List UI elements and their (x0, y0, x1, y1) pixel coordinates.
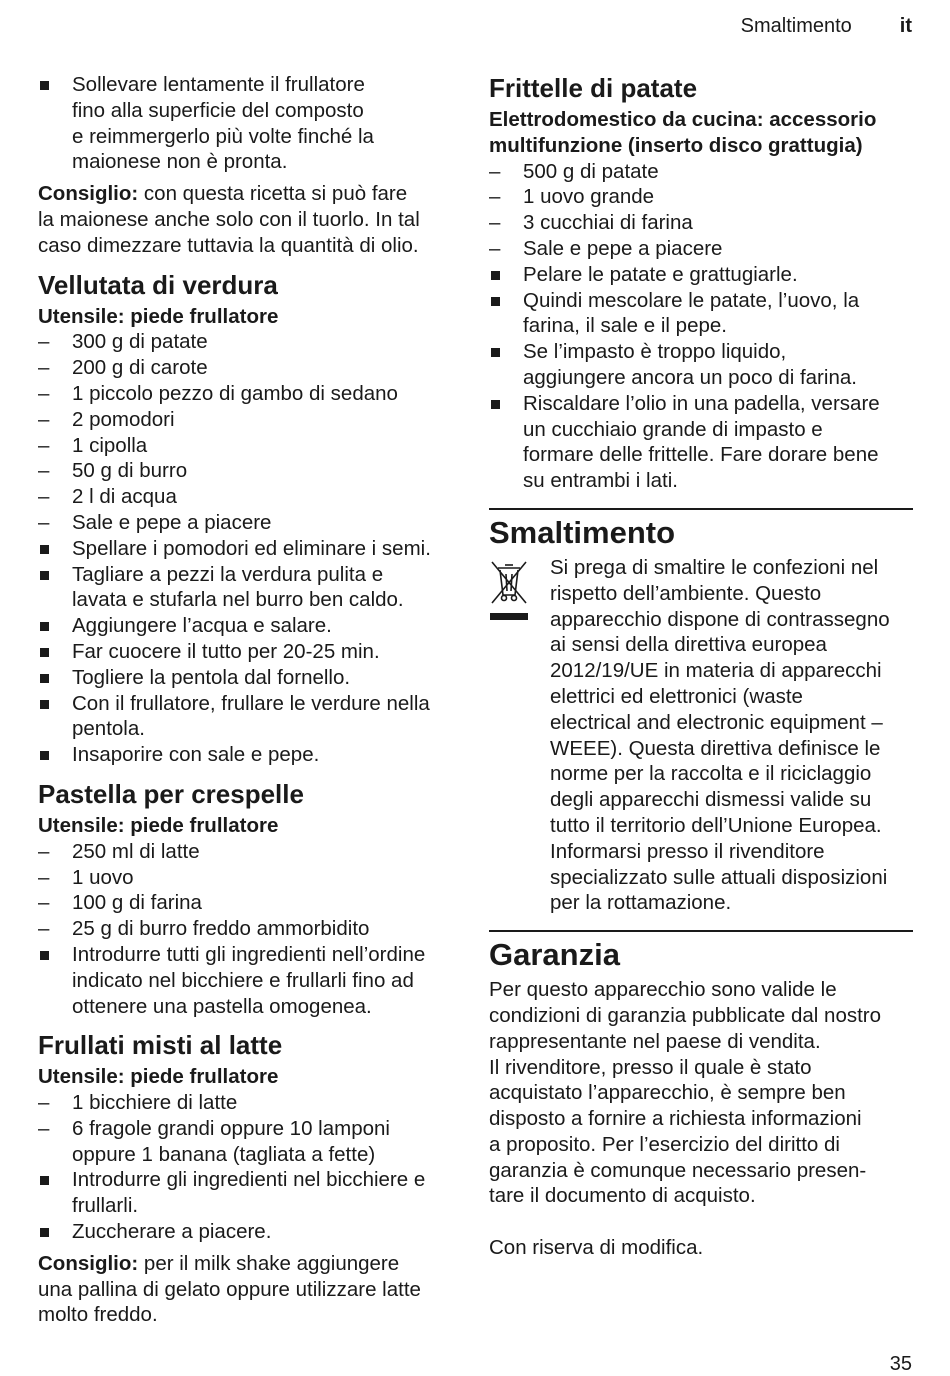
mayonnaise-step: Sollevare lentamente il frullatore fino alla superficie del composto e reimmergerlo più volte finché la maionese non è pronta. (38, 72, 456, 175)
ingredient-item: – 1 bicchiere di latte (38, 1090, 456, 1116)
recipe-tool: Elettrodomestico da cucina: accessorio multifunzione (inserto disco grattugia) (489, 108, 877, 157)
ingredient-item: – Sale e pepe a piacere (38, 510, 456, 536)
step-item: Tagliare a pezzi la verdura pulita e lavata e stufarla nel burro ben caldo. (38, 562, 456, 614)
header-section-title: Smaltimento (740, 15, 852, 37)
ingredient-item: – 2 l di acqua (38, 484, 456, 510)
page-number: 35 (889, 1353, 912, 1375)
revision-note: Con riserva di modifica. (489, 1236, 704, 1260)
ingredient-item: – 50 g di burro (38, 458, 456, 484)
ingredient-item: – 2 pomodori (38, 407, 456, 433)
step-item: Introdurre tutti gli ingredienti nell’ordine indicato nel bicchiere e frullarli fino ad ottenere una pastella omogenea. (38, 942, 456, 1019)
step-item: Riscaldare l’olio in una padella, versare un cucchiaio grande di impasto e formare delle frittelle. Fare dorare bene su entrambi i lati. (489, 391, 913, 494)
step-item: Introdurre gli ingredienti nel bicchiere e frullarli. (38, 1167, 456, 1219)
tip-label: Consiglio: (38, 182, 139, 206)
header-language-code: it (899, 15, 912, 37)
step-item: Togliere la pentola dal fornello. (38, 665, 456, 691)
tip-milkshake: Consiglio: per il milk shake aggiungere una pallina di gelato oppure utilizzare latte molto freddo. (38, 1251, 421, 1327)
ingredient-list (38, 1090, 456, 1167)
warranty-text: Per questo apparecchio sono valide le condizioni di garanzia pubblicate dal nostro rappresentante nel paese di vendita. Il rivenditore, presso il quale è stato acquistato l’apparecchio, è sempre ben disposto a fornire a richiesta informazioni a proposito. Per l’esercizio del diritto di garanzia è comunque necessario presen- tare il documento di acquisto. (489, 978, 882, 1208)
recipe-title-frullati: Frullati misti al latte (38, 1030, 283, 1061)
recipe-tool: Utensile: piede frullatore (38, 1065, 279, 1089)
step-item: Insaporire con sale e pepe. (38, 742, 456, 768)
left-column (38, 72, 456, 1328)
ingredient-item: – 3 cucchiai di farina (489, 210, 913, 236)
tip-label: Consiglio: (38, 1251, 139, 1275)
step-list (489, 262, 913, 494)
right-column (489, 72, 913, 1261)
step-item: Pelare le patate e grattugiarle. (489, 262, 913, 288)
ingredient-list (38, 839, 456, 942)
recipe-tool: Utensile: piede frullatore (38, 304, 279, 328)
recipe-title-vellutata: Vellutata di verdura (38, 269, 278, 300)
recipe-title-frittelle: Frittelle di patate (489, 73, 698, 103)
ingredient-item: – 200 g di carote (38, 355, 456, 381)
recipe-title-pastella: Pastella per crespelle (38, 778, 304, 809)
step-list (38, 536, 456, 768)
step-item: Far cuocere il tutto per 20-25 min. (38, 639, 456, 665)
disposal-text: Si prega di smaltire le confezioni nel rispetto dell’ambiente. Questo apparecchio dispone di contrassegno ai sensi della direttiva europea 2012/19/UE in materia di apparecchi elettrici ed elettronici (waste electrical and electronic equipment – WEEE). Questa direttiva definisce le norme per la raccolta e il riciclaggio degli apparecchi dismessi valide su tutto il territorio dell’Unione Europea. Informarsi presso il rivenditore specializzato sulle attuali disposizioni per la rottamazione. (550, 555, 890, 915)
step-item: Aggiungere l’acqua e salare. (38, 613, 456, 639)
ingredient-list (489, 159, 913, 262)
ingredient-item: – 25 g di burro freddo ammorbidito (38, 916, 456, 942)
crossed-out-wheelie-bin-icon (489, 555, 531, 916)
section-title-garanzia: Garanzia (489, 937, 620, 973)
step-item: Spellare i pomodori ed eliminare i semi. (38, 536, 456, 562)
step-list (38, 942, 456, 1019)
ingredient-item: – 250 ml di latte (38, 839, 456, 865)
step-item: Con il frullatore, frullare le verdure nella pentola. (38, 691, 456, 743)
running-header (741, 15, 912, 38)
ingredient-item: – 100 g di farina (38, 890, 456, 916)
recipe-tool: Utensile: piede frullatore (38, 813, 279, 837)
step-item: Zuccherare a piacere. (38, 1219, 456, 1245)
ingredient-item: – 1 piccolo pezzo di gambo di sedano (38, 381, 456, 407)
ingredient-item: – 6 fragole grandi oppure 10 lamponi oppure 1 banana (tagliata a fette) (38, 1116, 456, 1168)
ingredient-item: – 300 g di patate (38, 329, 456, 355)
section-smaltimento (489, 508, 913, 916)
ingredient-item: – 1 uovo (38, 865, 456, 891)
ingredient-item: – 500 g di patate (489, 159, 913, 185)
ingredient-item: – 1 cipolla (38, 433, 456, 459)
ingredient-item: – 1 uovo grande (489, 184, 913, 210)
ingredient-item: – Sale e pepe a piacere (489, 236, 913, 262)
section-title-smaltimento: Smaltimento (489, 514, 676, 550)
step-list (38, 1167, 456, 1244)
step-item: Quindi mescolare le patate, l’uovo, la farina, il sale e il pepe. (489, 288, 913, 340)
ingredient-list (38, 329, 456, 535)
step-item: Se l’impasto è troppo liquido, aggiungere ancora un poco di farina. (489, 339, 913, 391)
section-garanzia (489, 930, 913, 1261)
tip-mayonnaise: Consiglio: con questa ricetta si può fare la maionese anche solo con il tuorlo. In tal caso dimezzare tuttavia la quantità di olio. (38, 182, 420, 257)
